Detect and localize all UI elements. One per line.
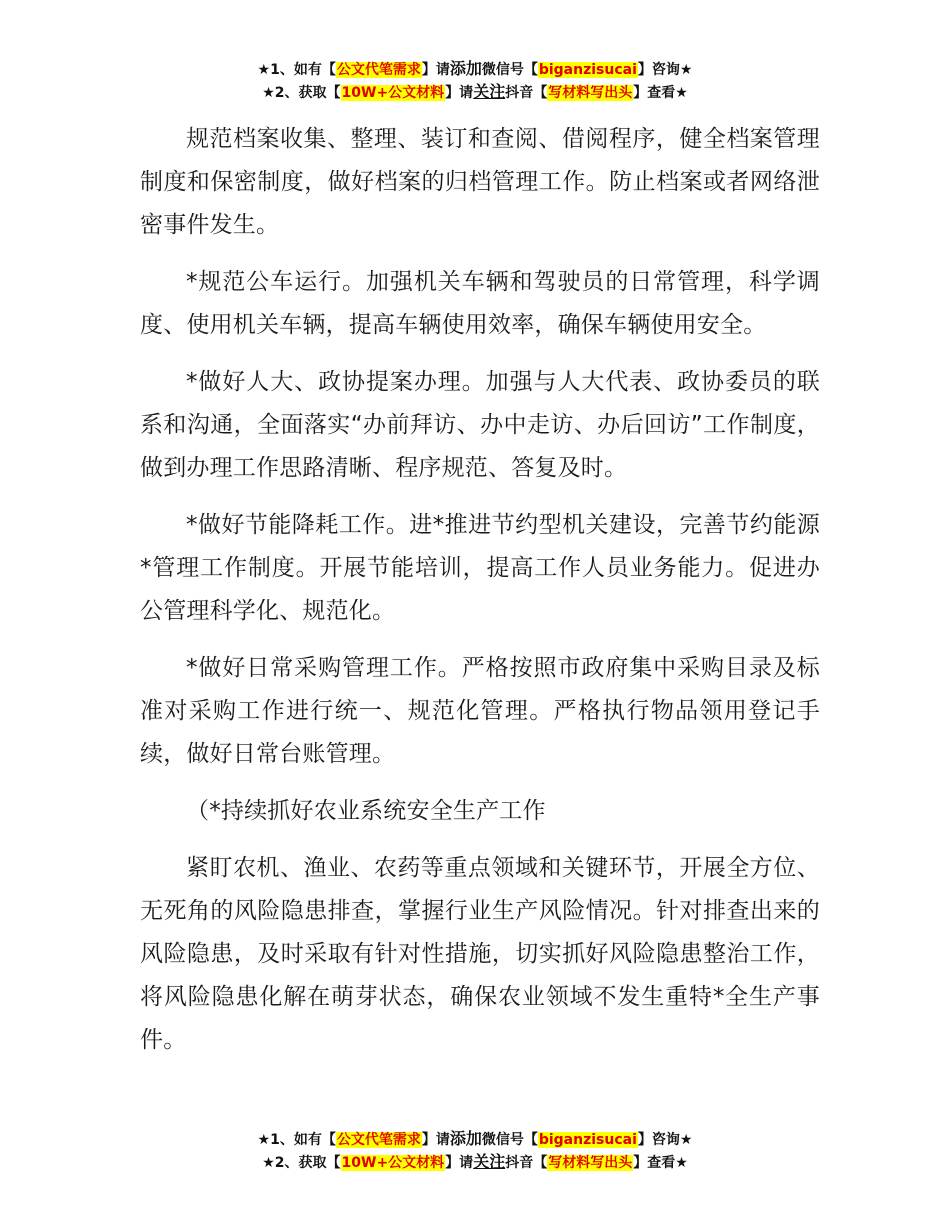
paragraph-proposals: *做好人大、政协提案办理。加强与人大代表、政协委员的联系和沟通，全面落实“办前拜访、办中走访、办后回访”工作制度，做到办理工作思路清晰、程序规范、答复及时。 — [140, 369, 820, 481]
banner-highlight: 公文代笔需求 — [336, 62, 421, 78]
banner-text: 】请 — [445, 1155, 474, 1171]
banner-text: 】请 — [445, 85, 474, 101]
banner-wechat-id: biganzisucai — [538, 1132, 637, 1148]
banner-text: 】咨询★ — [637, 62, 693, 78]
banner-text: 抖音【 — [505, 1155, 548, 1171]
banner-highlight: 写材料写出头 — [548, 1155, 633, 1171]
banner-text: 】咨询★ — [637, 1132, 693, 1148]
banner-emphasis: 关注 — [473, 82, 506, 101]
paragraph-energy-saving: *做好节能降耗工作。进*推进节约型机关建设，完善节约能源*管理工作制度。开展节能培训，提高工作人员业务能力。促进办公管理科学化、规范化。 — [140, 512, 820, 624]
banner-highlight: 10W+公文材料 — [341, 1155, 445, 1171]
banner-text: 微信号【 — [481, 62, 538, 78]
paragraph-archives: 规范档案收集、整理、装订和查阅、借阅程序，健全档案管理制度和保密制度，做好档案的归档管理工作。防止档案或者网络泄密事件发生。 — [140, 126, 820, 238]
banner-text: 】请 — [421, 62, 450, 78]
banner-text: ★1、如有【 — [257, 62, 336, 78]
banner-text: 微信号【 — [481, 1132, 538, 1148]
banner-line-1 — [0, 58, 950, 81]
banner-text: ★2、获取【 — [262, 85, 341, 101]
banner-emphasis: 关注 — [473, 1152, 506, 1171]
banner-highlight: 公文代笔需求 — [336, 1132, 421, 1148]
bottom-banner — [0, 1128, 950, 1174]
banner-line-2 — [0, 81, 950, 104]
banner-highlight: 写材料写出头 — [548, 85, 633, 101]
banner-text: 】查看★ — [633, 85, 688, 101]
banner-wechat-id: biganzisucai — [538, 62, 637, 78]
banner-emphasis: 添加 — [449, 1129, 482, 1148]
document-body — [140, 118, 820, 1076]
banner-text: 】请 — [421, 1132, 450, 1148]
banner-text: 】查看★ — [633, 1155, 688, 1171]
banner-line-1 — [0, 1128, 950, 1151]
section-heading-safety: （*持续抓好农业系统安全生产工作 — [186, 798, 546, 824]
banner-highlight: 10W+公文材料 — [341, 85, 445, 101]
banner-line-2 — [0, 1151, 950, 1174]
top-banner — [0, 58, 950, 104]
banner-text: ★2、获取【 — [262, 1155, 341, 1171]
banner-emphasis: 添加 — [449, 59, 482, 78]
paragraph-safety: 紧盯农机、渔业、农药等重点领域和关键环节，开展全方位、无死角的风险隐患排查，掌握行业生产风险情况。针对排查出来的风险隐患，及时采取有针对性措施，切实抓好风险隐患整治工作，将风险隐患化解在萌芽状态，确保农业领域不发生重特*全生产事件。 — [140, 855, 820, 1053]
paragraph-procurement: *做好日常采购管理工作。严格按照市政府集中采购目录及标准对采购工作进行统一、规范化管理。严格执行物品领用登记手续，做好日常台账管理。 — [140, 655, 820, 767]
paragraph-vehicles: *规范公车运行。加强机关车辆和驾驶员的日常管理，科学调度、使用机关车辆，提高车辆使用效率，确保车辆使用安全。 — [140, 269, 820, 338]
banner-text: ★1、如有【 — [257, 1132, 336, 1148]
banner-text: 抖音【 — [505, 85, 548, 101]
